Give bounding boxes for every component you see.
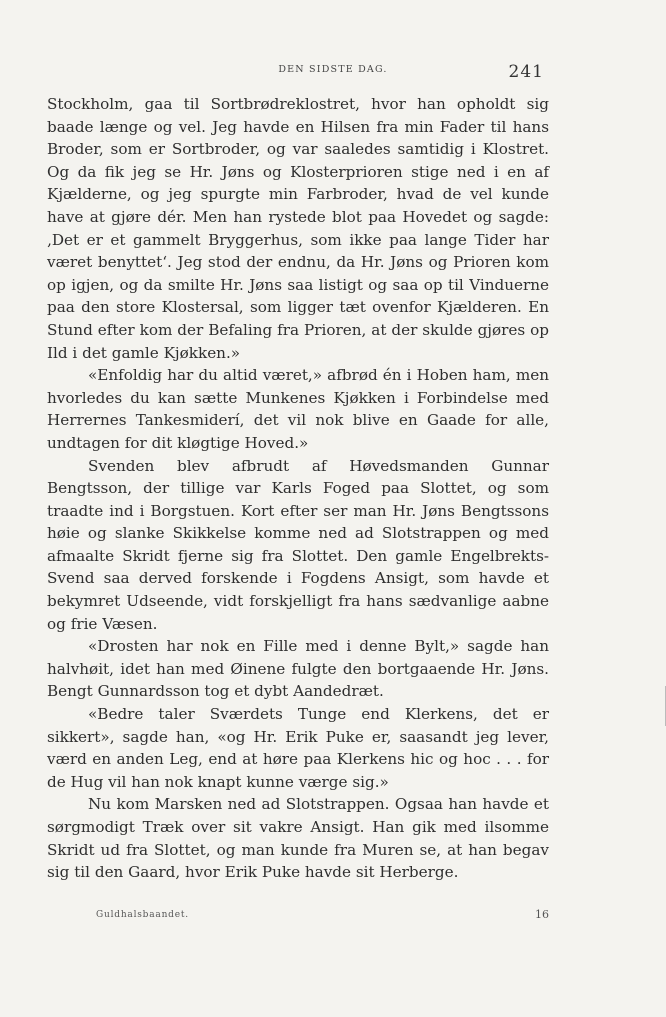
paragraph: Stockholm, gaa til Sortbrødreklostret, hvor han opholdt sig baade længe og vel. Jeg havde en Hilsen fra min Fader til hans Broder, som er Sortbroder, og var saaledes samtidig i Klostret. Og da fik jeg se Hr. Jøns og Klosterprioren stige ned i en af Kjælderne, og jeg spurgte min Farbroder, hvad de vel kunde have at gjøre dér. Men han rystede blot paa Hovedet og sagde: ‚Det er et gammelt Bryggerhus, som ikke paa lange Tider har været benyttet‘. Jeg stod der endnu, da Hr. Jøns og Prioren kom op igjen, og da smilte Hr. Jøns saa listigt og saa op til Vinduerne paa den store Klostersal, som ligger tæt ovenfor Kjælderen. En Stund efter kom der Befaling fra Prioren, at der skulde gjøres op Ild i det gamle Kjøkken.» [47, 95, 549, 362]
paragraph: «Drosten har nok en Fille med i denne Bylt,» sagde han halvhøit, idet han med Øinene fulgte den bortgaaende Hr. Jøns. Bengt Gunnardsson tog et dybt Aandedræt. [47, 637, 549, 701]
paragraph: «Enfoldig har du altid været,» afbrød én i Hoben ham, men hvorledes du kan sætte Munkenes Kjøkken i Forbindelse med Herrernes Tankesmiderí, det vil nok blive en Gaade for alle, undtagen for dit kløgtige Hoved.» [47, 366, 549, 452]
body-text [47, 93, 549, 884]
page-edge-mark [659, 686, 666, 726]
sheet-number: 16 [535, 908, 549, 921]
paragraph: «Bedre taler Sværdets Tunge end Klerkens, det er sikkert», sagde han, «og Hr. Erik Puke er, saasandt jeg lever, værd en anden Leg, end at høre paa Klerkens hic og hoc . . . for de Hug vil han nok knapt kunne værge sig.» [47, 705, 549, 791]
running-title: DEN SIDSTE DAG. [278, 64, 388, 75]
page-footer [96, 910, 549, 926]
page-number: 241 [508, 62, 544, 82]
paragraph: Nu kom Marsken ned ad Slotstrappen. Ogsaa han havde et sørgmodigt Træk over sit vakre Ansigt. Han gik med ilsomme Skridt ud fra Slottet, og man kunde fra Muren se, at han begav sig til den Gaard, hvor Erik Puke havde sit Herberge. [47, 795, 549, 882]
paragraph: Svenden blev afbrudt af Høvedsmanden Gunnar Bengtsson, der tillige var Karls Foged paa Slottet, og som traadte ind i Borgstuen. Kort efter ser man Hr. Jøns Bengtssons høie og slanke Skikkelse komme ned ad Slotstrappen og med afmaalte Skridt fjerne sig fra Slottet. Den gamle Engelbrekts-Svend saa derved forskende i Fogdens Ansigt, som havde et bekymret Udseende, vidt forskjelligt fra hans sædvanlige aabne og frie Væsen. [47, 456, 549, 633]
running-head [0, 64, 666, 84]
signature-mark: Guldhalsbaandet. [96, 910, 189, 920]
